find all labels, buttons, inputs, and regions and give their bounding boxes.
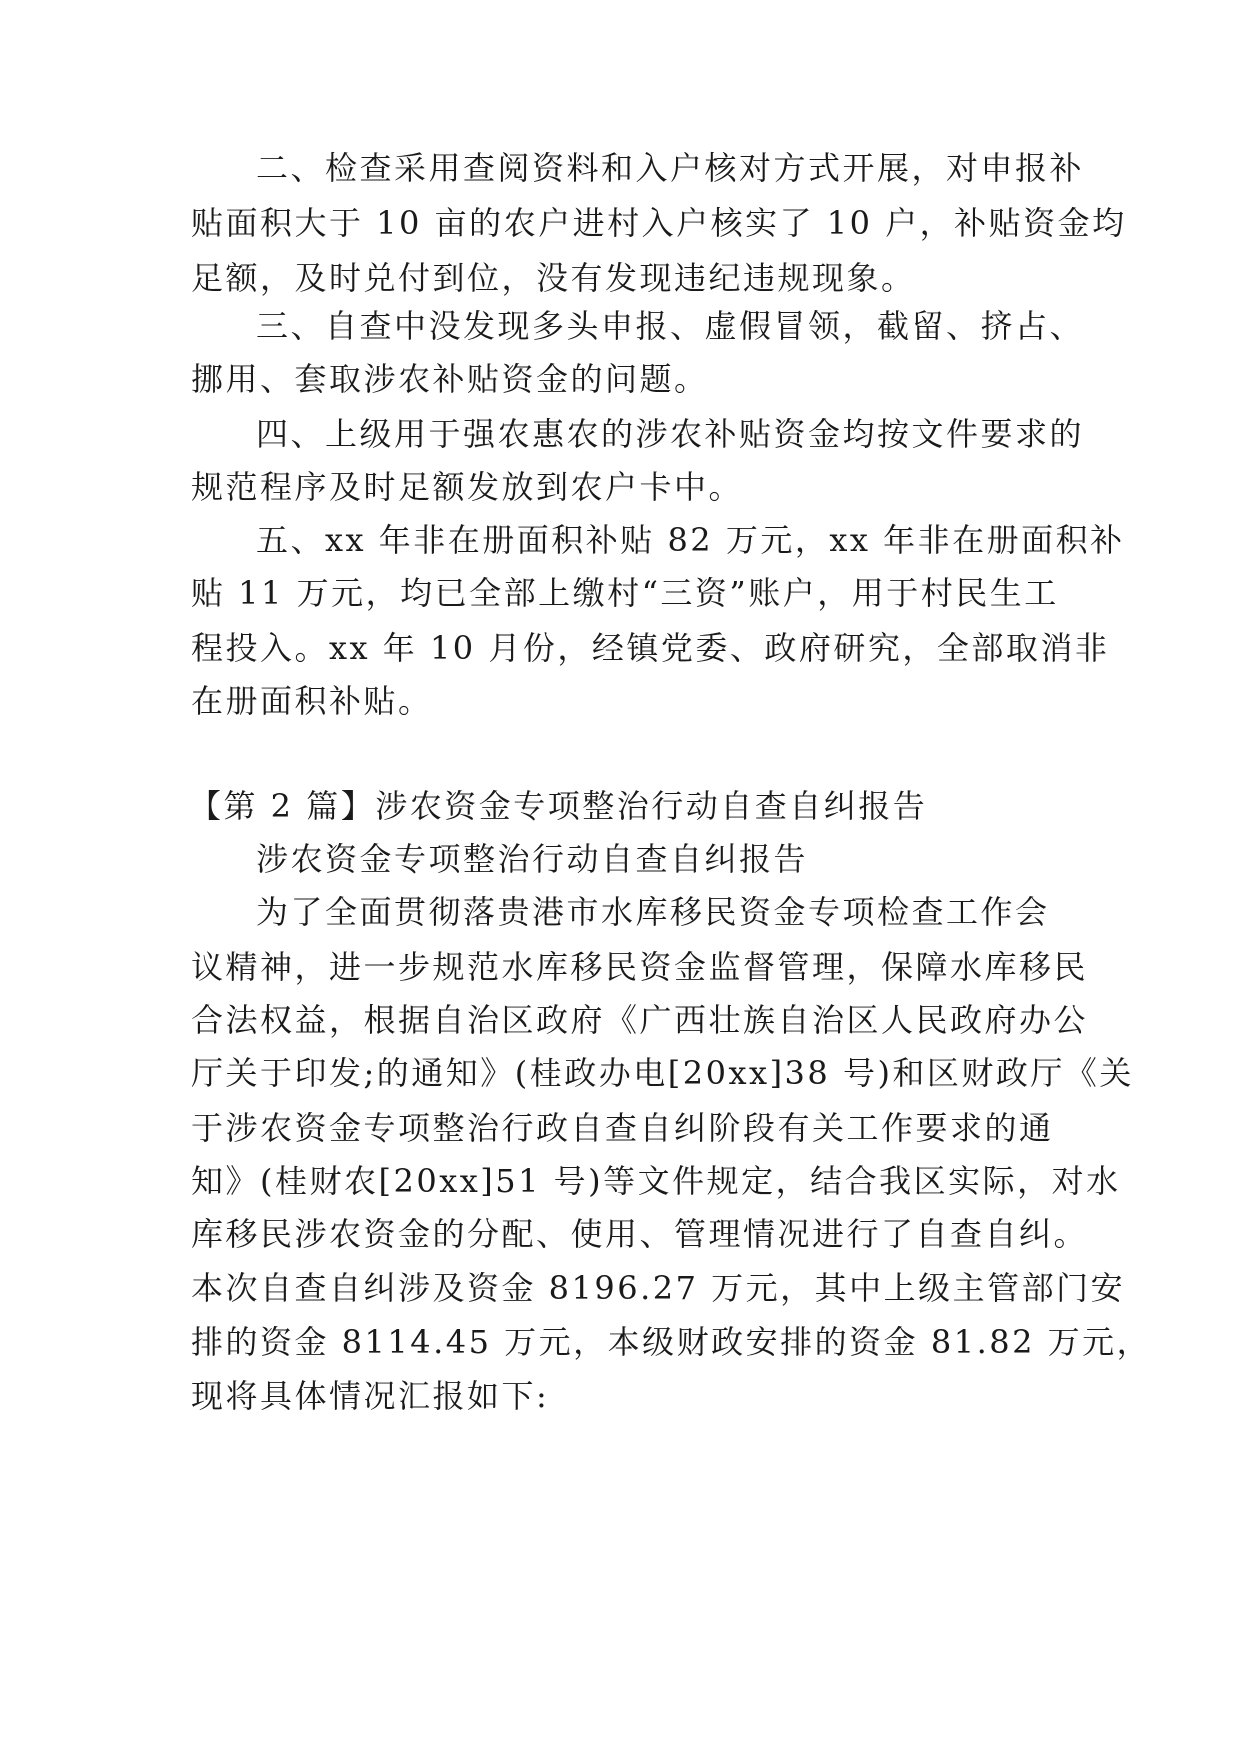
paragraph-line: 排的资金 8114.45 万元，本级财政安排的资金 81.82 万元， bbox=[191, 1323, 1152, 1361]
paragraph-line: 挪用、套取涉农补贴资金的问题。 bbox=[191, 360, 709, 398]
paragraph-line: 合法权益，根据自治区政府《广西壮族自治区人民政府办公 bbox=[191, 1001, 1089, 1039]
paragraph-line: 为了全面贯彻落贵港市水库移民资金专项检查工作会 bbox=[256, 893, 1050, 931]
paragraph-line: 五、xx 年非在册面积补贴 82 万元，xx 年非在册面积补 bbox=[256, 521, 1125, 559]
paragraph-line: 于涉农资金专项整治行政自查自纠阶段有关工作要求的通 bbox=[191, 1109, 1054, 1147]
paragraph-line: 规范程序及时足额发放到农户卡中。 bbox=[191, 468, 744, 506]
paragraph-line: 四、上级用于强农惠农的涉农补贴资金均按文件要求的 bbox=[256, 415, 1085, 453]
paragraph-line: 厅关于印发;的通知》(桂政办电[20xx]38 号)和区财政厅《关 bbox=[191, 1054, 1134, 1092]
paragraph-line: 议精神，进一步规范水库移民资金监督管理，保障水库移民 bbox=[191, 948, 1089, 986]
paragraph-line: 三、自查中没发现多头申报、虚假冒领，截留、挤占、 bbox=[256, 307, 1085, 345]
paragraph-line: 贴面积大于 10 亩的农户进村入户核实了 10 户，补贴资金均 bbox=[191, 204, 1127, 242]
paragraph-line: 足额，及时兑付到位，没有发现违纪违规现象。 bbox=[191, 259, 916, 297]
paragraph-line: 本次自查自纠涉及资金 8196.27 万元，其中上级主管部门安 bbox=[191, 1269, 1126, 1307]
article-heading: 【第 2 篇】涉农资金专项整治行动自查自纠报告 bbox=[189, 787, 928, 825]
paragraph-line: 在册面积补贴。 bbox=[191, 682, 433, 720]
article-subtitle: 涉农资金专项整治行动自查自纠报告 bbox=[256, 840, 809, 878]
paragraph-line: 二、检查采用查阅资料和入户核对方式开展，对申报补 bbox=[256, 149, 1085, 187]
paragraph-line: 现将具体情况汇报如下: bbox=[191, 1377, 550, 1415]
paragraph-line: 知》(桂财农[20xx]51 号)等文件规定，结合我区实际，对水 bbox=[191, 1162, 1121, 1200]
paragraph-line: 贴 11 万元，均已全部上缴村“三资”账户，用于村民生工 bbox=[191, 574, 1059, 612]
paragraph-line: 程投入。xx 年 10 月份，经镇党委、政府研究，全部取消非 bbox=[191, 629, 1110, 667]
paragraph-line: 库移民涉农资金的分配、使用、管理情况进行了自查自纠。 bbox=[191, 1215, 1089, 1253]
